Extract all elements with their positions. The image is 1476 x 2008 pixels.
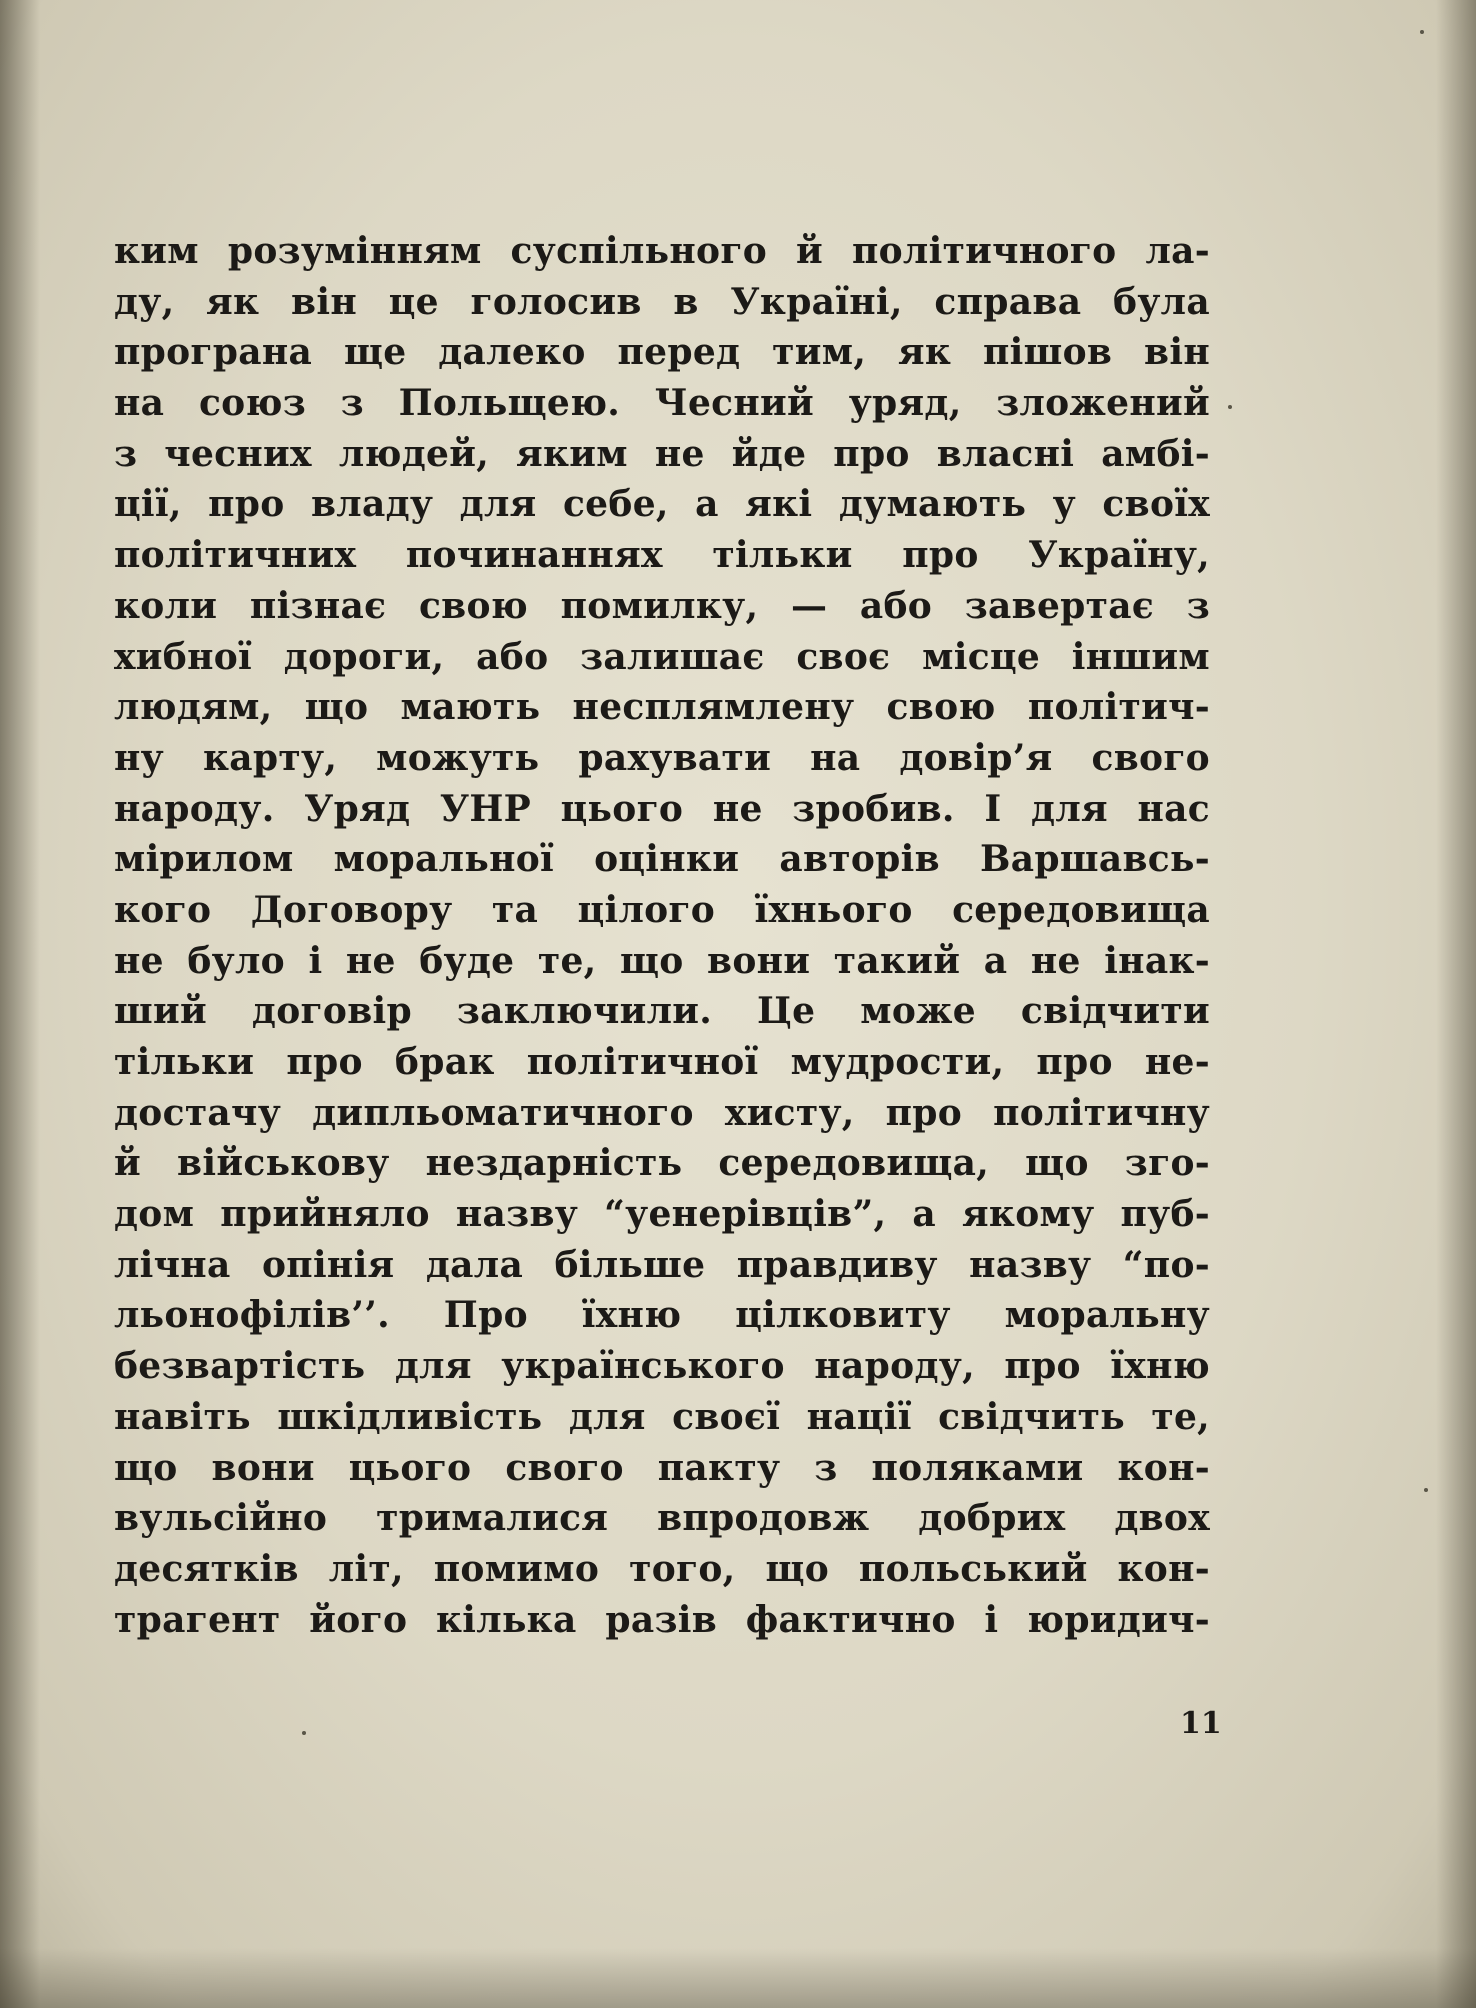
- paper-speck: [302, 1731, 306, 1735]
- text-line: коли пізнає свою помилку, — або завертає з: [114, 584, 1210, 627]
- text-line: лічна опінія дала більше правдиву назву “по-: [114, 1243, 1210, 1286]
- text-line: й військову нездарність середовища, що зго-: [114, 1142, 1210, 1185]
- text-line: вульсійно трималися впродовж добрих двох: [114, 1497, 1210, 1540]
- page-left-shadow: [0, 0, 40, 2008]
- text-line: ким розумінням суспільного й політичного ла-: [114, 230, 1210, 272]
- text-line: дом прийняло назву “уенерівців”, а якому пуб-: [114, 1193, 1210, 1236]
- text-line: мірилом моральної оцінки авторів Варшавсь-: [114, 838, 1210, 881]
- text-line: льонофілів’’. Про їхню цілковиту моральну: [114, 1294, 1210, 1337]
- text-line: народу. Уряд УНР цього не зробив. І для нас: [114, 787, 1210, 830]
- text-line: навіть шкідливість для своєї нації свідчить те,: [114, 1395, 1210, 1438]
- paper-speck: [1228, 405, 1232, 409]
- text-line: ду, як він це голосив в Україні, справа була: [114, 280, 1210, 323]
- text-line: програна ще далеко перед тим, як пішов він: [114, 331, 1210, 374]
- text-line: хибної дороги, або залишає своє місце іншим: [114, 635, 1210, 678]
- text-line: ції, про владу для себе, а які думають у своїх: [114, 483, 1210, 526]
- text-line: ну карту, можуть рахувати на довір’я свого: [114, 736, 1210, 779]
- page-bottom-shadow: [0, 1948, 1476, 2008]
- text-line: достачу дипльоматичного хисту, про політичну: [114, 1091, 1210, 1134]
- paper-speck: [1424, 1488, 1428, 1492]
- text-line: ший договір заключили. Це може свідчити: [114, 990, 1210, 1033]
- text-line: десятків літ, помимо того, що польський кон-: [114, 1547, 1210, 1590]
- text-line: на союз з Польщею. Чесний уряд, зложений: [114, 382, 1210, 425]
- body-text: [114, 226, 1210, 1645]
- text-line: з чесних людей, яким не йде про власні амбі-: [114, 432, 1210, 475]
- paper-speck: [1420, 30, 1424, 34]
- text-line: політичних починаннях тільки про Україну,: [114, 534, 1210, 577]
- text-line: безвартість для українського народу, про їхню: [114, 1345, 1210, 1388]
- text-line: не було і не буде те, що вони такий а не інак-: [114, 939, 1210, 982]
- text-line: тільки про брак політичної мудрости, про не-: [114, 1041, 1210, 1083]
- page-right-shadow: [1436, 0, 1476, 2008]
- text-line: трагент його кілька разів фактично і юридич-: [114, 1598, 1210, 1641]
- text-line: людям, що мають несплямлену свою політич-: [114, 686, 1210, 729]
- text-line: що вони цього свого пакту з поляками кон-: [114, 1446, 1210, 1489]
- page-number: 11: [1180, 1706, 1222, 1741]
- text-line: кого Договору та цілого їхнього середовища: [114, 888, 1210, 931]
